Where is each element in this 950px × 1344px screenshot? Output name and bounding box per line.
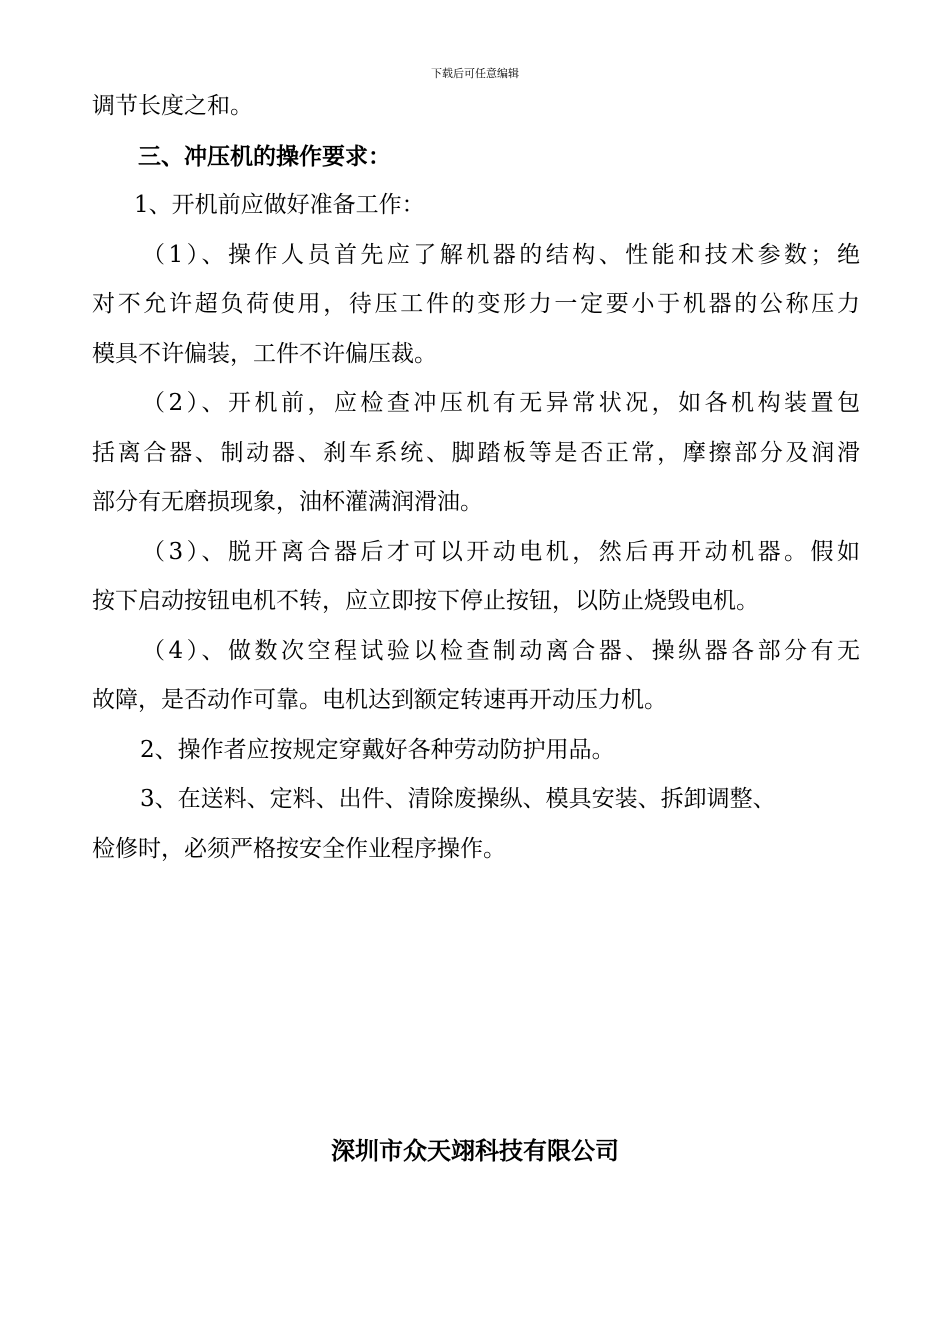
company-name: 深圳市众天翊科技有限公司 [331,1136,619,1165]
paragraph-line: 部分有无磨损现象，油杯灌满润滑油。 [92,489,483,515]
section-heading: 三、冲压机的操作要求： [138,142,391,170]
paragraph-line: 按下启动按钮电机不转，应立即按下停止按钮，以防止烧毁电机。 [92,588,759,614]
paragraph-line: 对不允许超负荷使用，待压工件的变形力一定要小于机器的公称压力 [92,291,860,317]
paragraph-line: （4）、做数次空程试验以检查制动离合器、操纵器各部分有无 [142,637,860,664]
paragraph-line: （3）、脱开离合器后才可以开动电机，然后再开动机器。假如 [142,538,860,565]
paragraph-line: （1）、操作人员首先应了解机器的结构、性能和技术参数；绝 [142,241,860,268]
list-item: 2、操作者应按规定穿戴好各种劳动防护用品。 [140,736,615,763]
paragraph-line: 模具不许偏装，工件不许偏压裁。 [92,340,437,367]
paragraph-line: （2）、开机前，应检查冲压机有无异常状况，如各机构装置包 [142,390,860,416]
list-item-heading: 1、开机前应做好准备工作： [134,192,425,218]
paragraph-line: 括离合器、制动器、刹车系统、脚踏板等是否正常，摩擦部分及润滑 [92,439,860,466]
paragraph-line: 调节长度之和。 [92,93,253,119]
document-body [92,82,860,874]
paragraph-line: 检修时，必须严格按安全作业程序操作。 [92,835,506,862]
paragraph-line: 故障，是否动作可靠。电机达到额定转速再开动压力机。 [92,687,667,713]
header-note: 下载后可任意编辑 [431,67,519,80]
list-item: 3、在送料、定料、出件、清除废操纵、模具安装、拆卸调整、 [140,786,776,812]
